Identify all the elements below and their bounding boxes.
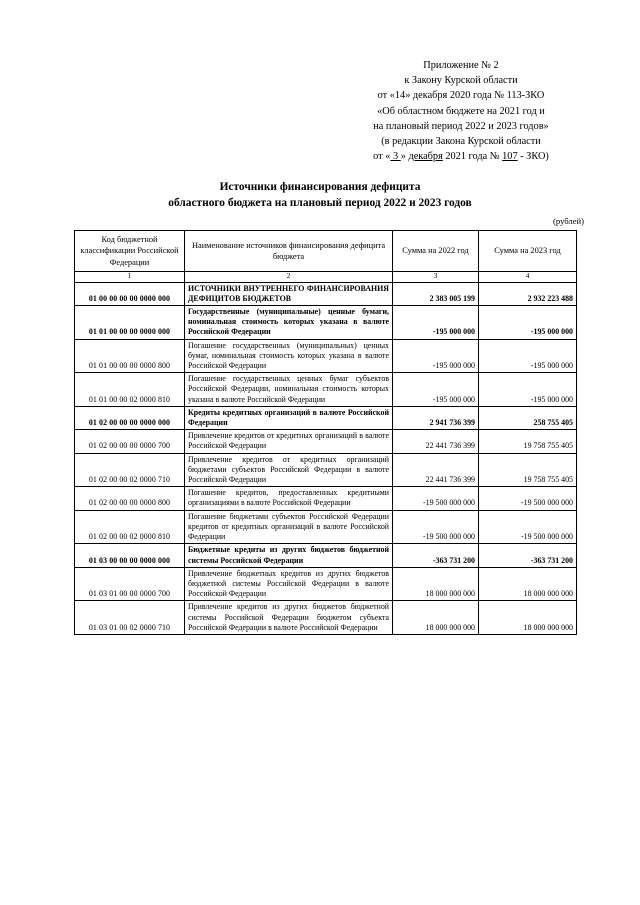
cell-name: Привлечение кредитов от кредитных организаций в валюте Российской Федерации [185, 430, 393, 453]
header-line-appendix: Приложение № 2 [423, 60, 499, 71]
table-row [75, 487, 577, 510]
header-line-date-number: от «14» декабря 2020 года № 113-ЗКО [377, 90, 545, 102]
cell-sum-2023: -363 731 200 [479, 544, 577, 567]
cell-sum-2022: -195 000 000 [393, 373, 479, 407]
cell-sum-2022: 18 000 000 000 [393, 601, 479, 635]
column-header-name: Наименование источников финансирования дефицита бюджета [185, 231, 393, 272]
cell-sum-2023: 19 758 755 405 [479, 430, 577, 453]
column-number-1: 1 [75, 272, 185, 282]
table-body [75, 282, 577, 634]
page-title [0, 180, 640, 211]
cell-name: Привлечение бюджетных кредитов из других бюджетов бюджетной системы Российской Федерации в валюте Российской Федерации [185, 567, 393, 601]
cell-code: 01 01 00 00 00 0000 800 [75, 339, 185, 373]
cell-sum-2022: 22 441 736 399 [393, 453, 479, 487]
cell-code: 01 01 00 00 00 0000 000 [75, 306, 185, 340]
cell-name: Кредиты кредитных организаций в валюте Российской Федерации [185, 406, 393, 429]
table-row [75, 567, 577, 601]
column-header-sum-2023: Сумма на 2023 год [479, 231, 577, 272]
cell-sum-2022: 2 941 736 399 [393, 406, 479, 429]
header-line-law: к Закону Курской области [404, 75, 518, 87]
cell-name: Государственные (муниципальные) ценные бумаги, номинальная стоимость которых указана в валюте Российской Федерации [185, 306, 393, 340]
table-header-row [75, 231, 577, 272]
header-line-budget-title-1: «Об областном бюджете на 2021 год и [377, 105, 545, 117]
column-number-2: 2 [185, 272, 393, 282]
cell-name: ИСТОЧНИКИ ВНУТРЕННЕГО ФИНАНСИРОВАНИЯ ДЕФИЦИТОВ БЮДЖЕТОВ [185, 282, 393, 305]
cell-sum-2022: 2 383 005 199 [393, 282, 479, 305]
cell-name: Бюджетные кредиты из других бюджетов бюджетной системы Российской Федерации [185, 544, 393, 567]
cell-sum-2022: -19 500 000 000 [393, 510, 479, 544]
cell-sum-2022: 22 441 736 399 [393, 430, 479, 453]
header-line-revision-date: от « 3 » декабря 2021 года № 107 - ЗКО) [373, 151, 549, 163]
cell-sum-2023: -195 000 000 [479, 339, 577, 373]
table-row [75, 339, 577, 373]
table-row [75, 430, 577, 453]
cell-name: Привлечение кредитов из других бюджетов бюджетной системы Российской Федерации бюджетом субъекта Российской Федерации в валюте Российской Федерации [185, 601, 393, 635]
document-header-block [330, 58, 592, 164]
header-line-revision: (в редакции Закона Курской области [381, 136, 541, 148]
cell-code: 01 00 00 00 00 0000 000 [75, 282, 185, 305]
column-header-sum-2022: Сумма на 2022 год [393, 231, 479, 272]
table-row [75, 544, 577, 567]
table-row [75, 510, 577, 544]
cell-name: Погашение государственных ценных бумаг субъектов Российской Федерации, номинальная стоимость которых указана в валюте Российской Федерации [185, 373, 393, 407]
cell-sum-2022: -19 500 000 000 [393, 487, 479, 510]
cell-code: 01 03 01 00 00 0000 700 [75, 567, 185, 601]
cell-code: 01 02 00 00 00 0000 800 [75, 487, 185, 510]
page-title-line-1: Источники финансирования дефицита [219, 181, 421, 193]
header-line-budget-title-2: на плановый период 2022 и 2023 годов» [373, 120, 549, 132]
cell-sum-2023: -19 500 000 000 [479, 487, 577, 510]
table-row [75, 282, 577, 305]
units-note: (рублей) [553, 216, 584, 226]
table-row [75, 373, 577, 407]
cell-code: 01 03 00 00 00 0000 000 [75, 544, 185, 567]
cell-code: 01 02 00 00 02 0000 810 [75, 510, 185, 544]
cell-sum-2023: 18 000 000 000 [479, 567, 577, 601]
cell-name: Привлечение кредитов от кредитных организаций бюджетами субъектов Российской Федерации в валюте Российской Федерации [185, 453, 393, 487]
table-row [75, 306, 577, 340]
cell-code: 01 02 00 00 00 0000 700 [75, 430, 185, 453]
table-column-number-row [75, 272, 577, 282]
column-number-4: 4 [479, 272, 577, 282]
cell-sum-2022: -195 000 000 [393, 306, 479, 340]
cell-sum-2023: 18 000 000 000 [479, 601, 577, 635]
budget-table-container [74, 230, 576, 635]
cell-code: 01 01 00 00 02 0000 810 [75, 373, 185, 407]
page-title-line-2: областного бюджета на плановый период 2022 и 2023 годов [168, 196, 472, 209]
cell-sum-2022: -363 731 200 [393, 544, 479, 567]
table-header [75, 231, 577, 283]
budget-table [74, 230, 577, 635]
table-row [75, 453, 577, 487]
cell-sum-2023: 19 758 755 405 [479, 453, 577, 487]
cell-code: 01 03 01 00 02 0000 710 [75, 601, 185, 635]
cell-sum-2023: 258 755 405 [479, 406, 577, 429]
cell-sum-2023: -195 000 000 [479, 306, 577, 340]
table-row [75, 406, 577, 429]
cell-name: Погашение кредитов, предоставленных кредитными организациями в валюте Российской Федерации [185, 487, 393, 510]
cell-sum-2023: 2 932 223 488 [479, 282, 577, 305]
table-row [75, 601, 577, 635]
cell-name: Погашение бюджетами субъектов Российской Федерации кредитов от кредитных организаций в валюте Российской Федерации [185, 510, 393, 544]
cell-sum-2022: 18 000 000 000 [393, 567, 479, 601]
column-number-3: 3 [393, 272, 479, 282]
cell-sum-2022: -195 000 000 [393, 339, 479, 373]
cell-code: 01 02 00 00 00 0000 000 [75, 406, 185, 429]
cell-name: Погашение государственных (муниципальных) ценных бумаг, номинальная стоимость которых указана в валюте Российской Федерации [185, 339, 393, 373]
cell-code: 01 02 00 00 02 0000 710 [75, 453, 185, 487]
cell-sum-2023: -19 500 000 000 [479, 510, 577, 544]
cell-sum-2023: -195 000 000 [479, 373, 577, 407]
column-header-code: Код бюджетной классификации Российской Федерации [75, 231, 185, 272]
